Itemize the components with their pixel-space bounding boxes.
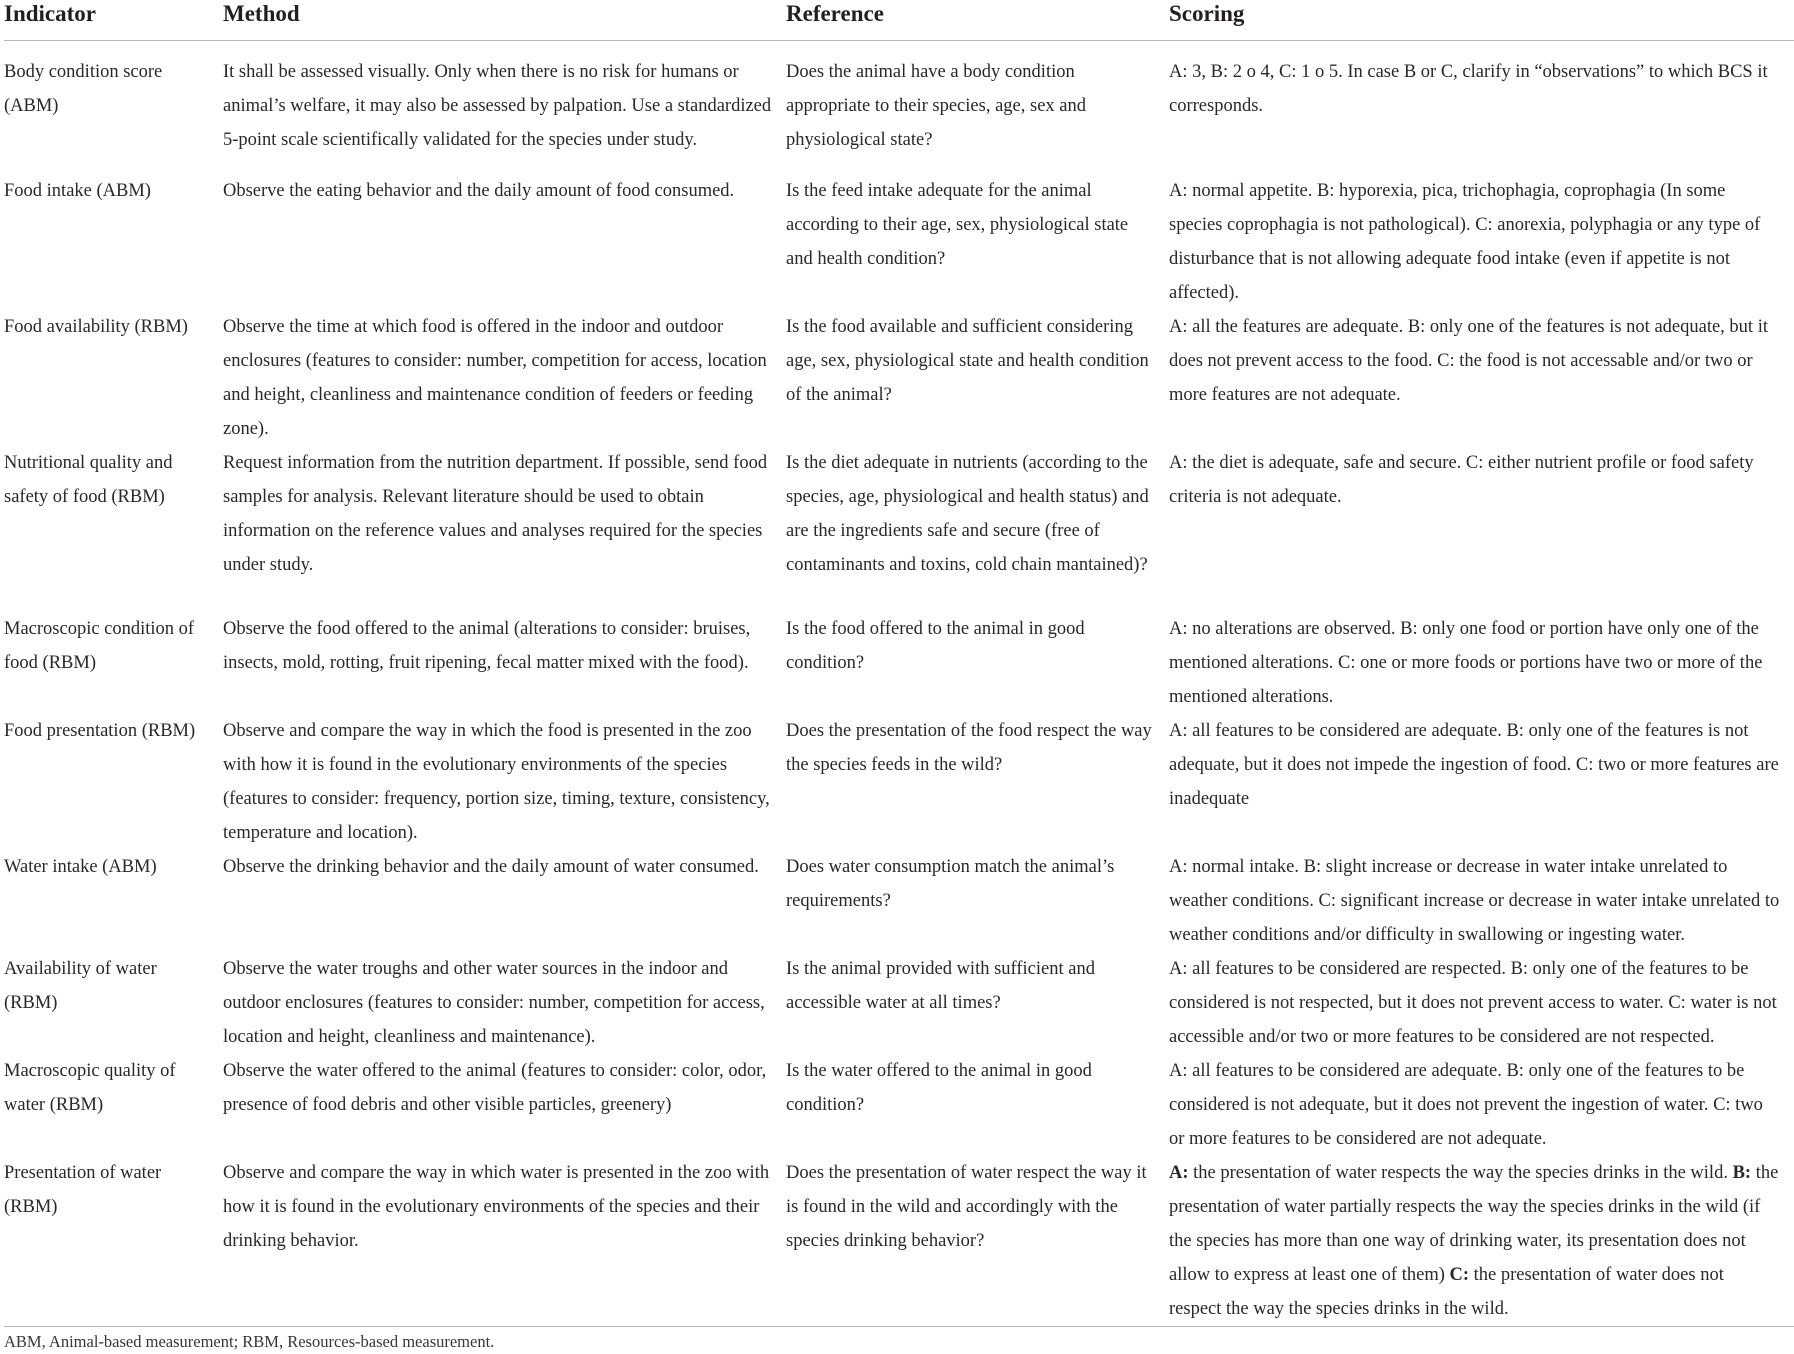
- reference-cell: Does water consumption match the animal’s requirements?: [786, 857, 1115, 911]
- indicator-cell: Food intake (ABM): [4, 181, 151, 201]
- method-cell: Observe the food offered to the animal (alterations to consider: bruises, insects, mold, rotting, fruit ripening, fecal matter mixed with the food).: [223, 619, 751, 673]
- table-header-row: [4, 0, 1794, 41]
- table-row: [4, 41, 1794, 175]
- table-footnote: ABM, Animal-based measurement; RBM, Resources-based measurement.: [4, 1332, 495, 1351]
- score-label-a: A:: [1169, 1163, 1189, 1183]
- reference-cell: Is the feed intake adequate for the animal according to their age, sex, physiological state and health condition?: [786, 181, 1129, 269]
- scoring-cell: [1169, 1156, 1794, 1327]
- method-cell: Observe the water troughs and other water sources in the indoor and outdoor enclosures (features to consider: number, competition for access, location and height, cleanliness and maintenance).: [223, 959, 765, 1047]
- scoring-cell: A: all features to be considered are adequate. B: only one of the features to be considered is not adequate, but it does not prevent the ingestion of water. C: two or more features to be considered are not adequate.: [1169, 1061, 1763, 1149]
- header-reference: Reference: [786, 0, 1169, 41]
- scoring-cell: A: all features to be considered are respected. B: only one of the features to be considered is not respected, but it does not prevent access to water. C: water is not accessible and/or two or more features to be considered are not respected.: [1169, 959, 1777, 1047]
- method-cell: It shall be assessed visually. Only when there is no risk for humans or animal’s welfare, it may also be assessed by palpation. Use a standardized 5-point scale scientifically validated for the species under study.: [223, 62, 772, 150]
- reference-cell: Is the diet adequate in nutrients (according to the species, age, physiological and health status) and are the ingredients safe and secure (free of contaminants and toxins, cold chain mantained)?: [786, 453, 1149, 575]
- scoring-cell: A: 3, B: 2 o 4, C: 1 o 5. In case B or C, clarify in “observations” to which BCS it corresponds.: [1169, 62, 1768, 116]
- indicator-cell: Nutritional quality and safety of food (RBM): [4, 453, 173, 507]
- reference-cell: Does the animal have a body condition appropriate to their species, age, sex and physiological state?: [786, 62, 1086, 150]
- score-label-b: B:: [1732, 1163, 1752, 1183]
- table-row: [4, 1156, 1794, 1327]
- method-cell: Observe the drinking behavior and the daily amount of water consumed.: [223, 857, 759, 877]
- indicator-cell: Food availability (RBM): [4, 317, 188, 337]
- scoring-cell: A: the diet is adequate, safe and secure. C: either nutrient profile or food safety criteria is not adequate.: [1169, 453, 1754, 507]
- indicator-cell: Macroscopic quality of water (RBM): [4, 1061, 176, 1115]
- score-text-b: the presentation of water partially respects the way the species drinks in the wild (if the species has more than one way of drinking water, its presentation does not allow to express at least one of them): [1169, 1163, 1779, 1285]
- table-row: [4, 446, 1794, 612]
- header-method: Method: [223, 0, 786, 41]
- method-cell: Observe the time at which food is offered in the indoor and outdoor enclosures (features to consider: number, competition for access, location and height, cleanliness and maintenance condition of feeders or feeding zone).: [223, 317, 767, 439]
- score-text-c: the presentation of water does not respect the way the species drinks in the wild.: [1169, 1265, 1724, 1319]
- reference-cell: Does the presentation of water respect the way it is found in the wild and accordingly with the species drinking behavior?: [786, 1156, 1169, 1327]
- method-cell: Observe the water offered to the animal (features to consider: color, odor, presence of food debris and other visible particles, greenery): [223, 1061, 767, 1115]
- header-scoring: Scoring: [1169, 0, 1794, 41]
- indicator-cell: Macroscopic condition of food (RBM): [4, 619, 195, 673]
- header-indicator: Indicator: [4, 0, 223, 41]
- table-row: [4, 310, 1794, 446]
- indicator-cell: Availability of water (RBM): [4, 959, 157, 1013]
- table-row: [4, 612, 1794, 714]
- indicator-cell: Body condition score (ABM): [4, 62, 163, 116]
- table-row: [4, 714, 1794, 850]
- method-cell: Observe the eating behavior and the daily amount of food consumed.: [223, 181, 735, 201]
- method-cell: Observe and compare the way in which the food is presented in the zoo with how it is found in the evolutionary environments of the species (features to consider: frequency, portion size, timing, texture, consistency, temperature and location).: [223, 721, 770, 843]
- indicator-cell: Water intake (ABM): [4, 857, 157, 877]
- score-label-c: C:: [1449, 1265, 1470, 1285]
- scoring-cell: A: all features to be considered are adequate. B: only one of the features is not adequate, but it does not impede the ingestion of food. C: two or more features are inadequate: [1169, 721, 1779, 809]
- scoring-cell: A: no alterations are observed. B: only one food or portion have only one of the mentioned alterations. C: one or more foods or portions have two or more of the mentioned alterations.: [1169, 619, 1763, 707]
- table-row: [4, 1054, 1794, 1156]
- table-row: [4, 952, 1794, 1054]
- welfare-indicators-table: [4, 0, 1794, 1327]
- table-row: [4, 850, 1794, 952]
- reference-cell: Is the food offered to the animal in good condition?: [786, 619, 1085, 673]
- reference-cell: Is the food available and sufficient considering age, sex, physiological state and health condition of the animal?: [786, 317, 1149, 405]
- method-cell: Observe and compare the way in which water is presented in the zoo with how it is found in the evolutionary environments of the species and their drinking behavior.: [223, 1156, 786, 1327]
- scoring-cell: A: normal intake. B: slight increase or decrease in water intake unrelated to weather conditions. C: significant increase or decrease in water intake unrelated to weather conditions and/or difficulty in swallowing or ingesting water.: [1169, 857, 1780, 945]
- reference-cell: Is the animal provided with sufficient and accessible water at all times?: [786, 959, 1095, 1013]
- scoring-cell: A: normal appetite. B: hyporexia, pica, trichophagia, coprophagia (In some species coprophagia is not pathological). C: anorexia, polyphagia or any type of disturbance that is not allowing adequate food intake (even if appetite is not affected).: [1169, 181, 1761, 303]
- indicator-cell: Presentation of water (RBM): [4, 1156, 223, 1327]
- method-cell: Request information from the nutrition department. If possible, send food samples for analysis. Relevant literature should be used to obtain information on the reference values and analyses required for the species under study.: [223, 453, 768, 575]
- reference-cell: Does the presentation of the food respect the way the species feeds in the wild?: [786, 721, 1152, 775]
- score-text-a: the presentation of water respects the way the species drinks in the wild.: [1188, 1163, 1733, 1183]
- reference-cell: Is the water offered to the animal in good condition?: [786, 1061, 1092, 1115]
- scoring-cell: A: all the features are adequate. B: only one of the features is not adequate, but it does not prevent access to the food. C: the food is not accessable and/or two or more features are not adequate.: [1169, 317, 1768, 405]
- indicator-cell: Food presentation (RBM): [4, 721, 196, 741]
- table-row: [4, 174, 1794, 310]
